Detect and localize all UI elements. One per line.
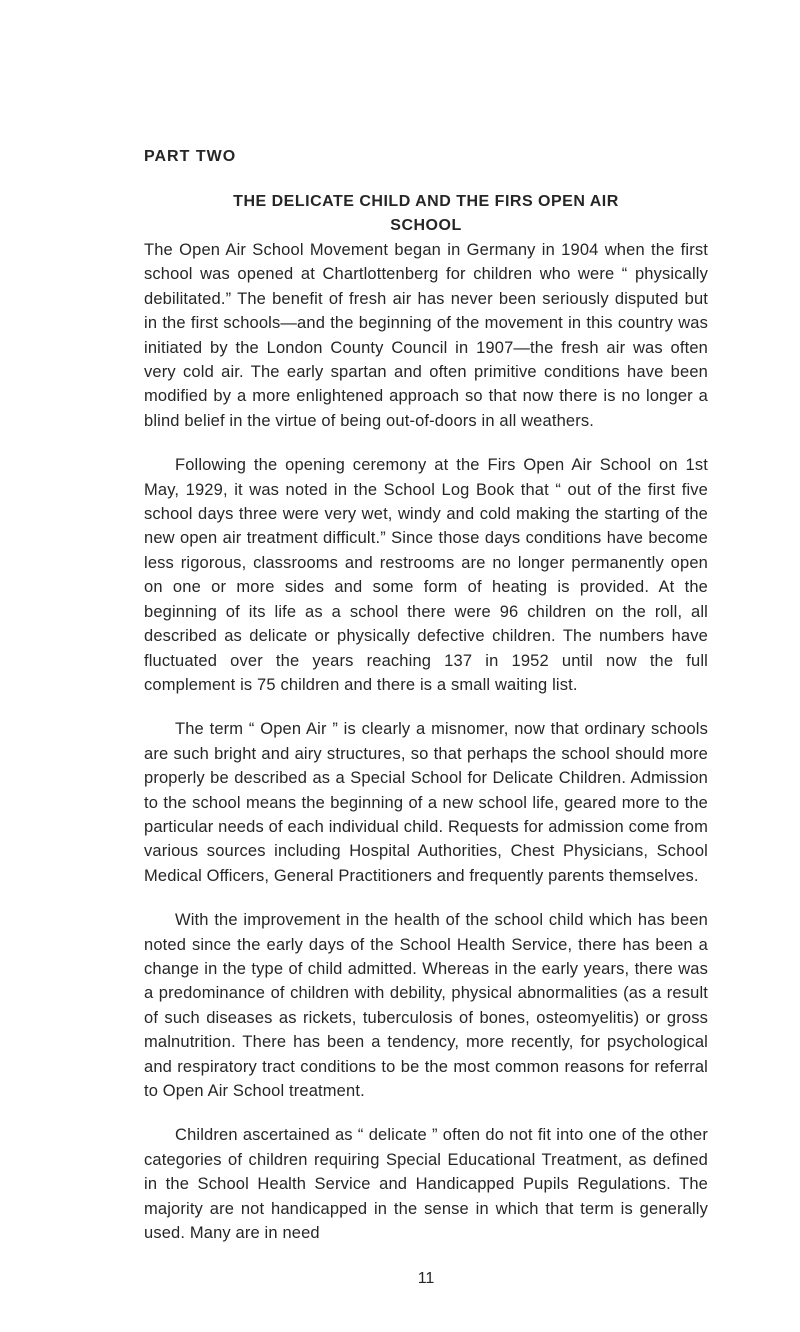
page-number: 11 xyxy=(417,1270,435,1287)
paragraph-5: Children ascertained as “ delicate ” often do not fit into one of the other categories of children requiring Special Educational Treatment, as defined in the School Health Service and Handicapped Pupils Regulations. The majority are not handicapped in the sense in which that term is generally used. Many are in need xyxy=(144,1126,708,1243)
part-heading: PART TWO xyxy=(144,148,237,165)
paragraph-1: The Open Air School Movement began in Germany in 1904 when the first school was opened at Chartlottenberg for children who were “ physically debilitated.” The benefit of fresh air has never been seriously disputed but in the first schools—and the beginning of the movement in this country was initiated by the London County Council in 1907—the fresh air was often very cold air. The early spartan and often primitive conditions have been modified by a more enlightened approach so that now there is no longer a blind belief in the virtue of being out-of-doors in all weathers. xyxy=(144,241,708,430)
paragraph-4: With the improvement in the health of the school child which has been noted since the early days of the School Health Service, there has been a change in the type of child admitted. Whereas in the early years, there was a predominance of children with debility, physical abnormalities (as a result of such diseases as rickets, tuberculosis of bones, osteomyelitis) or gross malnutrition. There has been a tendency, more recently, for psychological and respiratory tract conditions to be the most common reasons for referral to Open Air School treatment. xyxy=(144,911,708,1100)
paragraph-2: Following the opening ceremony at the Firs Open Air School on 1st May, 1929, it was noted in the School Log Book that “ out of the first five school days three were very wet, windy and cold making the starting of the new open air treatment difficult.” Since those days conditions have become less rigorous, classrooms and restrooms are no longer permanently open on one or more sides and some form of heating is provided. At the beginning of its life as a school there were 96 children on the roll, all described as delicate or physically defective children. The numbers have fluctuated over the years reaching 137 in 1952 until now the full complement is 75 children and there is a small waiting list. xyxy=(144,456,708,694)
chapter-title-line-1: THE DELICATE CHILD AND THE FIRS OPEN AIR xyxy=(233,193,619,210)
chapter-title xyxy=(144,190,708,238)
paragraph-3: The term “ Open Air ” is clearly a misnomer, now that ordinary schools are such bright and airy structures, so that perhaps the school should more properly be described as a Special School for Delicate Children. Admission to the school means the beginning of a new school life, geared more to the particular needs of each individual child. Requests for admission come from various sources including Hospital Authorities, Chest Physicians, School Medical Officers, General Practitioners and frequently parents themselves. xyxy=(144,720,708,885)
chapter-title-line-2: SCHOOL xyxy=(390,217,462,234)
body-text xyxy=(144,238,708,1265)
